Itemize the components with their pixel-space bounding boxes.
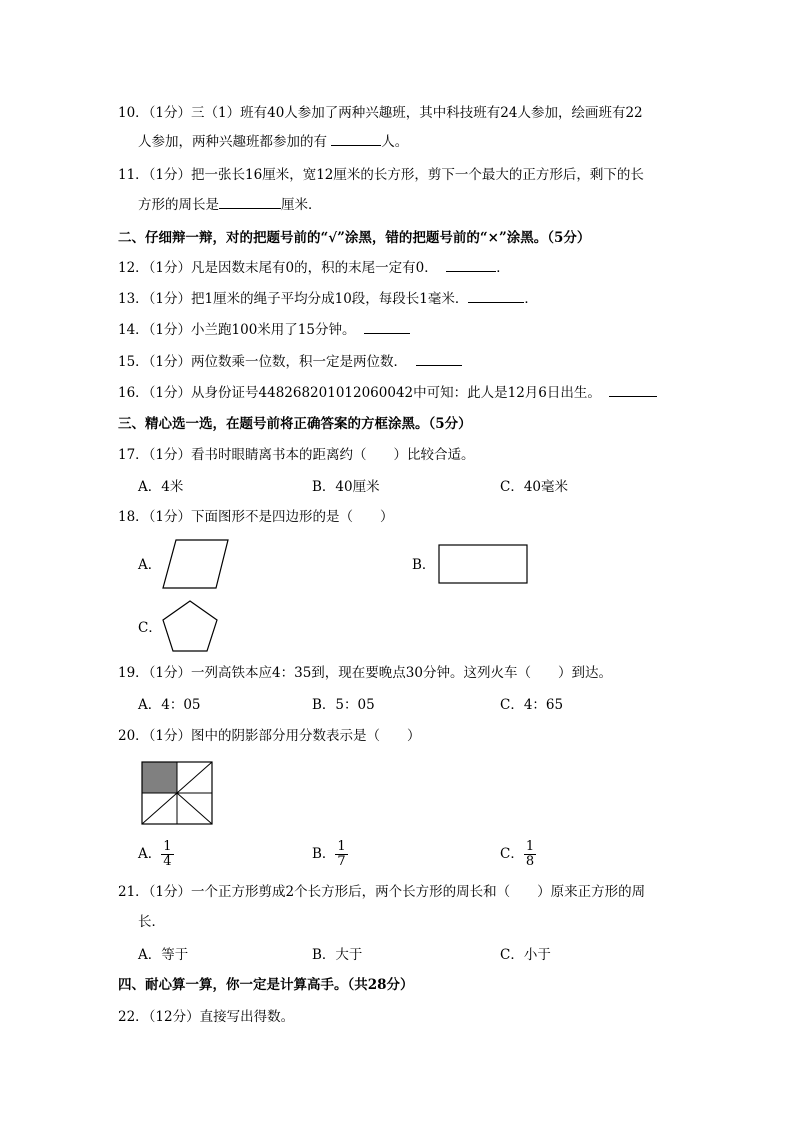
pentagon-figure	[160, 598, 220, 654]
q17-option-a[interactable]: A．4米	[138, 479, 184, 495]
q20-option-b[interactable]	[312, 840, 348, 869]
q21-option-b[interactable]: B．大于	[312, 947, 363, 963]
q15-text: 15．（1分）两位数乘一位数，积一定是两位数．	[118, 354, 408, 370]
q20-option-a-label: A．	[138, 846, 162, 862]
q17-option-b[interactable]: B．40厘米	[312, 479, 380, 495]
q12-text: 12．（1分）凡是因数末尾有0的，积的末尾一定有0．	[118, 260, 438, 276]
q20-option-c[interactable]	[500, 840, 536, 869]
q18-option-c[interactable]: C．	[138, 620, 162, 636]
q15-answer-blank[interactable]	[416, 353, 462, 366]
rectangle-figure	[437, 543, 529, 585]
q11-line2-end: 厘米．	[281, 197, 322, 213]
q11-line2	[138, 196, 322, 214]
section4-heading: 四、耐心算一算，你一定是计算高手。（共28分）	[118, 977, 414, 993]
q11-line1: 11．（1分）把一张长16厘米，宽12厘米的长方形，剪下一个最大的正方形后，剩下的长	[118, 167, 644, 183]
q18-option-a[interactable]: A．	[138, 557, 162, 573]
q21-option-a[interactable]: A．等于	[138, 947, 189, 963]
q10-answer-blank[interactable]	[331, 133, 381, 146]
fraction-one-eighth: $\frac{1}{8}$	[525, 839, 535, 869]
q17-stem: 17．（1分）看书时眼睛离书本的距离约（ ）比较合适。	[118, 447, 475, 463]
q10-line1: 10．（1分）三（1）班有40人参加了两种兴趣班，其中科技班有24人参加，绘画班有22	[118, 105, 643, 121]
fraction-grid-figure	[141, 761, 213, 825]
q13-answer-blank[interactable]	[468, 290, 524, 303]
q13: 13．（1分）把1厘米的绳子平均分成10段，每段长1毫米． ．	[118, 291, 538, 307]
q11-line2-text: 方形的周长是	[138, 197, 219, 213]
fraction-one-seventh: $\frac{1}{7}$	[337, 839, 346, 869]
q21-option-c[interactable]: C．小于	[500, 947, 551, 963]
q14-text: 14．（1分）小兰跑100米用了15分钟。	[118, 322, 356, 338]
q13-text: 13．（1分）把1厘米的绳子平均分成10段，每段长1毫米．	[118, 291, 469, 307]
fraction-one-quarter: $\frac{1}{4}$	[163, 839, 172, 869]
q20-option-c-label: C．	[500, 846, 524, 862]
q11-answer-blank[interactable]	[219, 196, 281, 209]
section2-heading: 二、仔细辩一辩，对的把题号前的“√”涂黑，错的把题号前的“×”涂黑。（5分）	[118, 230, 591, 246]
q16-text: 16．（1分）从身份证号448268201012060042中可知：此人是12月6日出生。	[118, 385, 601, 401]
q15	[118, 353, 462, 371]
q10-line2-text: 人参加，两种兴趣班都参加的有	[138, 134, 332, 150]
section3-heading: 三、精心选一选，在题号前将正确答案的方框涂黑。（5分）	[118, 416, 472, 432]
q19-stem: 19．（1分）一列高铁本应4：35到，现在要晚点30分钟。这列火车（ ）到达。	[118, 665, 612, 681]
shaded-cell	[142, 762, 177, 793]
q21-line2: 长．	[138, 914, 165, 930]
q20-option-a[interactable]	[138, 840, 174, 869]
q16-answer-blank[interactable]	[609, 384, 657, 397]
q20-stem: 20．（1分）图中的阴影部分用分数表示是（ ）	[118, 728, 421, 744]
q18-option-b[interactable]: B．	[412, 557, 436, 573]
q10-line2-end: 人。	[381, 134, 409, 150]
q12: 12．（1分）凡是因数末尾有0的，积的末尾一定有0． ．	[118, 260, 510, 276]
q16	[118, 384, 657, 402]
q19-option-c[interactable]: C．4：65	[500, 697, 564, 713]
q14	[118, 321, 410, 339]
q22-stem: 22．（12分）直接写出得数。	[118, 1009, 295, 1025]
q12-answer-blank[interactable]	[446, 259, 496, 272]
q19-option-a[interactable]: A．4：05	[138, 697, 201, 713]
parallelogram-figure	[160, 538, 232, 590]
q20-option-b-label: B．	[312, 846, 336, 862]
q14-answer-blank[interactable]	[364, 321, 410, 334]
q10-line2	[138, 133, 408, 151]
q17-option-c[interactable]: C．40毫米	[500, 479, 569, 495]
q19-option-b[interactable]: B．5：05	[312, 697, 375, 713]
q21-line1: 21．（1分）一个正方形剪成2个长方形后，两个长方形的周长和（ ）原来正方形的周	[118, 884, 646, 900]
q18-stem: 18．（1分）下面图形不是四边形的是（ ）	[118, 509, 394, 525]
